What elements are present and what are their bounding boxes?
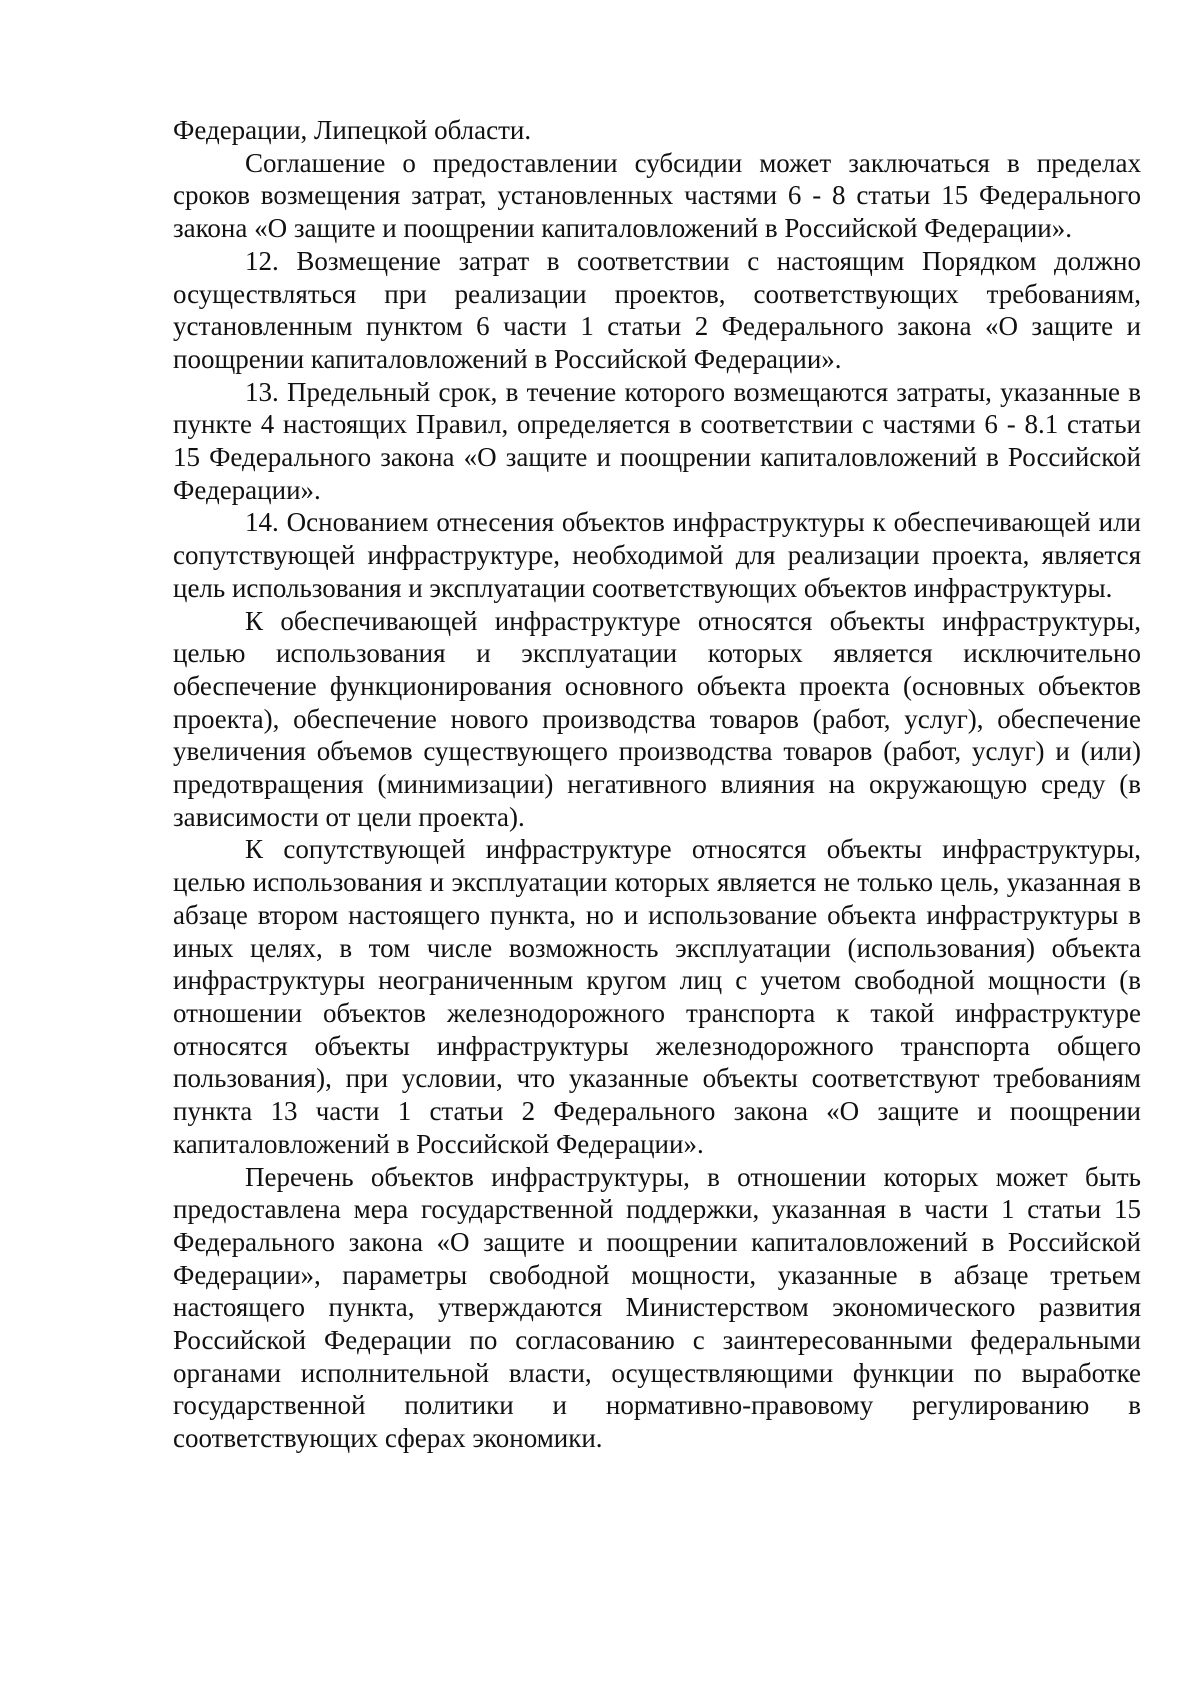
paragraph-continuation: Федерации, Липецкой области. bbox=[173, 115, 532, 145]
paragraph-item-12: 12. Возмещение затрат в соответствии с настоящим Порядком должно осуществляться при реализации проектов, соответствующих требованиям, установленным пунктом 6 части 1 статьи 2 Федерального закона «О защите и поощрении капиталовложений в Российской Федерации». bbox=[173, 245, 1141, 374]
paragraph-item-13: 13. Предельный срок, в течение которого возмещаются затраты, указанные в пункте 4 настоящих Правил, определяется в соответствии с частями 6 - 8.1 статьи 15 Федерального закона «О защите и поощрении капиталовложений в Российской Федерации». bbox=[173, 376, 1141, 505]
paragraph-infrastructure-list: Перечень объектов инфраструктуры, в отношении которых может быть предоставлена мера государственной поддержки, указанная в части 1 статьи 15 Федерального закона «О защите и поощрении капиталовложений в Российской Федерации», параметры свободной мощности, указанные в абзаце третьем настоящего пункта, утверждаются Министерством экономического развития Российской Федерации по согласованию с заинтересованными федеральными органами исполнительной власти, осуществляющими функции по выработке государственной политики и нормативно-правовому регулированию в соответствующих сферах экономики. bbox=[173, 1161, 1141, 1454]
paragraph-supporting-infrastructure: К обеспечивающей инфраструктуре относятся объекты инфраструктуры, целью использования и эксплуатации которых является исключительно обеспечение функционирования основного объекта проекта (основных объектов проекта), обеспечение нового производства товаров (работ, услуг), обеспечение увеличения объемов существующего производства товаров (работ, услуг) и (или) предотвращения (минимизации) негативного влияния на окружающую среду (в зависимости от цели проекта). bbox=[173, 605, 1141, 832]
paragraph-accompanying-infrastructure: К сопутствующей инфраструктуре относятся объекты инфраструктуры, целью использования и эксплуатации которых является не только цель, указанная в абзаце втором настоящего пункта, но и использование объекта инфраструктуры в иных целях, в том числе возможность эксплуатации (использования) объекта инфраструктуры неограниченным кругом лиц с учетом свободной мощности (в отношении объектов железнодорожного транспорта к такой инфраструктуре относятся объекты инфраструктуры железнодорожного транспорта общего пользования), при условии, что указанные объекты соответствуют требованиям пункта 13 части 1 статьи 2 Федерального закона «О защите и поощрении капиталовложений в Российской Федерации». bbox=[173, 834, 1141, 1159]
paragraph-subsidy-agreement: Соглашение о предоставлении субсидии может заключаться в пределах сроков возмещения затрат, установленных частями 6 - 8 статьи 15 Федерального закона «О защите и поощрении капиталовложений в Российской Федерации». bbox=[173, 147, 1141, 244]
paragraph-item-14: 14. Основанием отнесения объектов инфраструктуры к обеспечивающей или сопутствующей инфраструктуре, необходимой для реализации проекта, является цель использования и эксплуатации соответствующих объектов инфраструктуры. bbox=[173, 507, 1141, 603]
document-page bbox=[173, 114, 1141, 1455]
